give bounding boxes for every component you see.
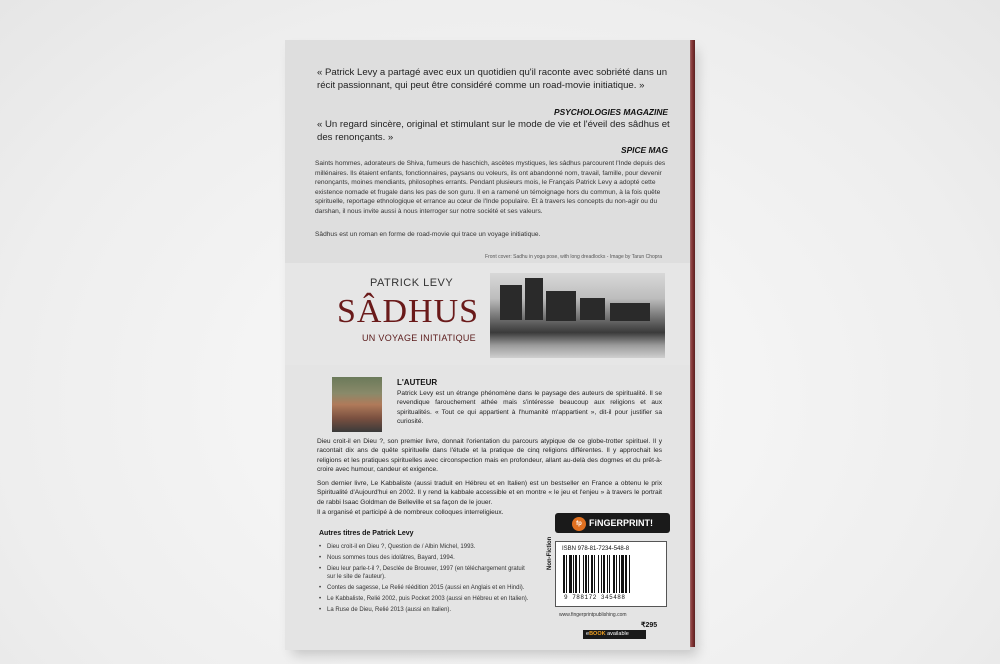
bio-paragraph-2: Dieu croit-il en Dieu ?, son premier livre, donnait l'orientation du parcours atypique de ce globe-trotter spirituel. Il y racontait dix ans de quête spirituelle dans l'étude et la pratique de cinq religions différentes. Il y approchait les religions et les pratiques spirituelles avec circonspection mais en profondeur, allant au-delà des dogmes et du prêt-à-croire avec humour, candeur et exigence. [317, 438, 662, 473]
ebook-suffix: available [607, 631, 629, 637]
book-back-cover [285, 40, 690, 650]
fingerprint-icon: fp [572, 517, 586, 531]
barcode-bar [619, 555, 620, 593]
review-quote-2: « Un regard sincère, original et stimulant sur le mode de vie et l'éveil des sâdhus et des renonçants. » [317, 119, 670, 143]
bio-paragraph-4: Il a organisé et participé à de nombreux colloques interreligieux. [317, 509, 504, 516]
barcode-bar [583, 555, 584, 593]
ebook-prefix: e [586, 631, 590, 637]
review-source-1: PSYCHOLOGIES MAGAZINE [553, 107, 668, 117]
list-item: • Dieu croit-il en Dieu ?, Question de / Albin Michel, 1993. [319, 543, 529, 551]
isbn-text: ISBN 978-81-7234-548-8 [562, 546, 630, 552]
publisher-name: FiNGERPRINT! [589, 518, 653, 528]
author-name: PATRICK LEVY [370, 277, 454, 289]
barcode-bar [563, 555, 565, 593]
barcode-bar [579, 555, 580, 593]
barcode-bar [609, 555, 610, 593]
list-item: • Nous sommes tous des idolâtres, Bayard, 1994. [319, 554, 529, 562]
list-item: • La Ruse de Dieu, Relié 2013 (aussi en Italien). [319, 606, 529, 614]
bio-paragraph-3: Son dernier livre, Le Kabbaliste (aussi traduit en Hébreu et en Italien) est un bestseller en France a obtenu le prix Spiritualité d'Aujourd'hui en 2002. Il y rend la kabbale accessible et en montre « le jeu et l'enjeu » à travers le portrait de rabbi Isaac Goldman de Belleville et sa façon de le jouer. [317, 480, 662, 506]
barcode-bar [607, 555, 608, 593]
book-blurb: Saints hommes, adorateurs de Shiva, fumeurs de haschich, ascètes mystiques, les sâdhus parcourent l'Inde depuis des millénaires. Ils étaient enfants, fonctionnaires, paysans ou voleurs, ils ont abandonné nom, travail, famille, pour devenir renonçants, moines mendiants, philosophes errants. Pendant plusieurs mois, le Français Patrick Levy a adopté cette existence nomade et frugale dans les pas de son guru. Il en a ramené un témoignage hors du commun, à la fois quête spirituelle, reportage ethnologique et errance au cœur de l'Inde populaire. Et à travers les concepts du non-agir ou du darshan, il nous invite aussi à nous interroger sur notre société et ses valeurs. [315, 160, 666, 215]
barcode-bar [585, 555, 587, 593]
author-section [285, 365, 690, 650]
title-band [285, 263, 690, 365]
barcode-bar [613, 555, 615, 593]
review-quote-1: « Patrick Levy a partagé avec eux un quotidien qu'il raconte avec sobriété dans un récit passionnant, qui peut être considéré comme un road-movie initiatique. » [317, 67, 668, 91]
barcode-bar [629, 555, 630, 593]
list-item: • Le Kabbaliste, Relié 2002, puis Pocket 2003 (aussi en Hébreu et en Italien). [319, 595, 529, 603]
ghat-photo [490, 273, 665, 358]
barcode-bar [625, 555, 627, 593]
barcode-bar [566, 555, 567, 593]
barcode-number: 9 788172 345488 [564, 594, 626, 601]
barcode [562, 555, 658, 593]
barcode-bar [621, 555, 624, 593]
about-heading: L'AUTEUR [397, 378, 438, 387]
ebook-badge [583, 630, 646, 639]
author-portrait [332, 377, 382, 432]
barcode-bar [601, 555, 602, 593]
publisher-website: www.fingerprintpublishing.com [559, 612, 627, 618]
barcode-bar [594, 555, 595, 593]
isbn-box [555, 541, 667, 607]
barcode-bar [569, 555, 572, 593]
bio-paragraph-1: Patrick Levy est un étrange phénomène dans le paysage des auteurs de spiritualité. Il se revendique farouchement athée mais s'intéresse beaucoup aux religions et aux spiritualités. « Tout ce qui appartient à l'humanité m'appartient », dit-il pour justifier sa curiosité. [397, 390, 662, 425]
list-item: • Dieu leur parle-t-il ?, Desclée de Brouwer, 1997 (en téléchargement gratuit sur le site de l'auteur). [319, 565, 529, 581]
barcode-bar [598, 555, 599, 593]
other-titles-list [319, 543, 529, 617]
ebook-brand: BOOK [589, 631, 606, 637]
reviews-section [285, 40, 690, 263]
barcode-bar [591, 555, 593, 593]
book-tagline: Sâdhus est un roman en forme de road-movie qui trace un voyage initiatique. [315, 231, 541, 238]
other-titles-heading: Autres titres de Patrick Levy [319, 530, 414, 537]
category-label: Non-Fiction [547, 536, 553, 570]
book-subtitle: UN VOYAGE INITIATIQUE [362, 333, 476, 343]
review-source-2: SPICE MAG [621, 145, 668, 155]
barcode-bar [588, 555, 589, 593]
book-title: SÂDHUS [337, 293, 480, 330]
publisher-logo [555, 513, 670, 533]
barcode-bar [603, 555, 605, 593]
barcode-bar [616, 555, 617, 593]
cover-credit: Front cover: Sadhu in yoga pose, with long dreadlocks - Image by Tarun Chopra [485, 254, 662, 260]
price: ₹295 [641, 622, 658, 629]
barcode-bar [575, 555, 577, 593]
barcode-bar [573, 555, 574, 593]
list-item: • Contes de sagesse, Le Relié réédition 2015 (aussi en Anglais et en Hindi). [319, 584, 529, 592]
